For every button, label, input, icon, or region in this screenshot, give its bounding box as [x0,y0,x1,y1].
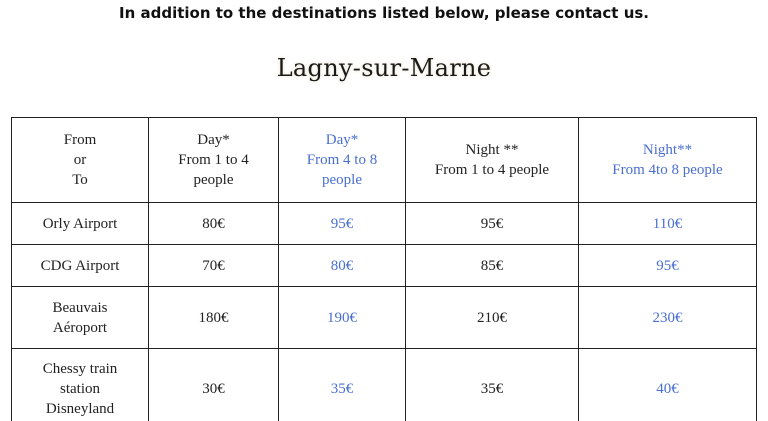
header-night-1-4 [406,118,579,203]
header-line: From 1 to 4 [178,152,249,168]
price-cell: 85€ [406,245,579,287]
header-line: From 1 to 4 people [434,162,550,178]
price-cell: 40€ [579,349,757,421]
price-cell: 80€ [149,203,279,245]
destination-cell [12,203,149,245]
destination-line: CDG Airport [40,257,120,274]
header-line: people [193,172,234,188]
destination-cell [12,245,149,287]
price-cell: 35€ [279,349,406,421]
price-table [11,117,757,421]
header-line: From 4 to 8 [306,152,378,168]
price-cell: 70€ [149,245,279,287]
price-cell: 180€ [149,287,279,349]
destination-line: Chessy train [42,361,118,377]
price-cell: 230€ [579,287,757,349]
header-line: From [63,132,97,148]
destination-cell [12,349,149,421]
header-day-4-8 [279,118,406,203]
header-line: To [72,172,88,188]
contact-notice: In addition to the destinations listed below, please contact us. [118,4,650,22]
header-night-4-8 [579,118,757,203]
destination-line: Disneyland [45,401,115,417]
header-line: Night** [642,142,693,158]
destination-cell [12,287,149,349]
destination-line: Aéroport [52,319,108,336]
table-header-row [12,118,757,203]
price-cell: 80€ [279,245,406,287]
price-cell: 95€ [279,203,406,245]
price-cell: 110€ [579,203,757,245]
price-cell: 95€ [406,203,579,245]
header-line: Day* [197,132,230,148]
header-from-to [12,118,149,203]
price-cell: 210€ [406,287,579,349]
table-row [12,349,757,421]
header-line: Day* [325,132,359,148]
table-row [12,203,757,245]
destination-line: Beauvais [52,299,108,316]
page-title: Lagny-sur-Marne [276,54,492,82]
destination-line: Orly Airport [42,215,118,232]
header-line: people [322,172,362,188]
price-cell: 95€ [579,245,757,287]
destination-line: station [60,381,100,397]
header-line: From 4to 8 people [612,162,723,178]
price-cell: 30€ [149,349,279,421]
price-cell: 35€ [406,349,579,421]
price-cell: 190€ [279,287,406,349]
header-line: Night ** [465,142,519,158]
header-line: or [73,152,87,168]
table-row [12,245,757,287]
header-day-1-4 [149,118,279,203]
table-row [12,287,757,349]
